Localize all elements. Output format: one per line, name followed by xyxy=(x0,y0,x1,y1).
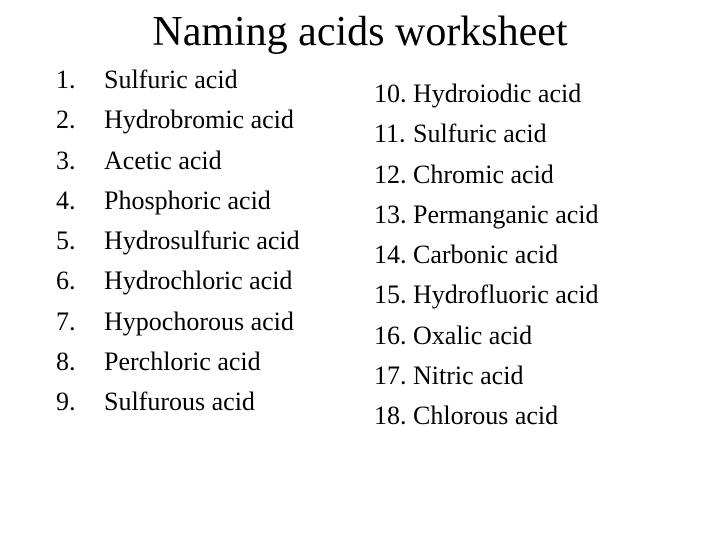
item-label: Nitric acid xyxy=(413,360,524,390)
list-item xyxy=(56,306,300,346)
list-item xyxy=(374,78,599,118)
item-number: 11. xyxy=(374,119,406,149)
list-item xyxy=(374,320,599,360)
list-item xyxy=(56,265,300,305)
item-number: 5. xyxy=(56,226,76,255)
list-item xyxy=(56,104,300,144)
item-number: 7. xyxy=(56,306,76,336)
list-item xyxy=(374,239,599,279)
item-label: Hydrobromic acid xyxy=(104,105,294,135)
item-number: 14. xyxy=(374,240,407,269)
list-item xyxy=(374,199,599,239)
item-number: 3. xyxy=(56,145,76,175)
item-label: Hypochorous acid xyxy=(104,306,294,336)
item-number: 12. xyxy=(374,159,407,189)
item-label: Chlorous acid xyxy=(413,401,559,430)
item-label: Sulfuric acid xyxy=(413,119,547,149)
acid-list-left xyxy=(56,64,300,426)
item-number: 1. xyxy=(56,65,76,94)
item-label: Perchloric acid xyxy=(104,346,261,376)
page-title: Naming acids worksheet xyxy=(152,9,568,55)
item-label: Phosphoric acid xyxy=(104,185,271,215)
list-item xyxy=(56,145,300,185)
item-number: 10. xyxy=(374,79,407,108)
item-number: 4. xyxy=(56,185,76,215)
list-item xyxy=(56,225,300,265)
item-number: 16. xyxy=(374,320,407,350)
list-item xyxy=(374,279,599,319)
list-item xyxy=(56,386,300,426)
item-label: Sulfurous acid xyxy=(104,387,255,416)
item-label: Hydrochloric acid xyxy=(104,266,293,296)
item-label: Hydrofluoric acid xyxy=(413,280,599,310)
item-number: 2. xyxy=(56,105,76,135)
item-number: 17. xyxy=(374,360,407,390)
item-number: 9. xyxy=(56,387,76,416)
item-label: Hydroiodic acid xyxy=(413,79,582,108)
item-number: 8. xyxy=(56,346,76,376)
list-item xyxy=(374,118,599,158)
list-item xyxy=(374,159,599,199)
item-label: Chromic acid xyxy=(413,159,554,189)
item-number: 18. xyxy=(374,401,407,430)
list-item xyxy=(56,346,300,386)
item-label: Permanganic acid xyxy=(413,199,599,229)
item-number: 15. xyxy=(374,280,407,310)
item-number: 6. xyxy=(56,266,76,296)
item-label: Acetic acid xyxy=(104,145,222,175)
list-item xyxy=(374,400,599,440)
item-label: Oxalic acid xyxy=(413,320,533,350)
item-label: Sulfuric acid xyxy=(104,65,238,94)
item-label: Hydrosulfuric acid xyxy=(104,226,300,255)
item-number: 13. xyxy=(374,199,407,229)
list-item xyxy=(56,64,300,104)
acid-list-right xyxy=(374,78,599,440)
list-item xyxy=(374,360,599,400)
list-item xyxy=(56,185,300,225)
item-label: Carbonic acid xyxy=(413,240,559,269)
